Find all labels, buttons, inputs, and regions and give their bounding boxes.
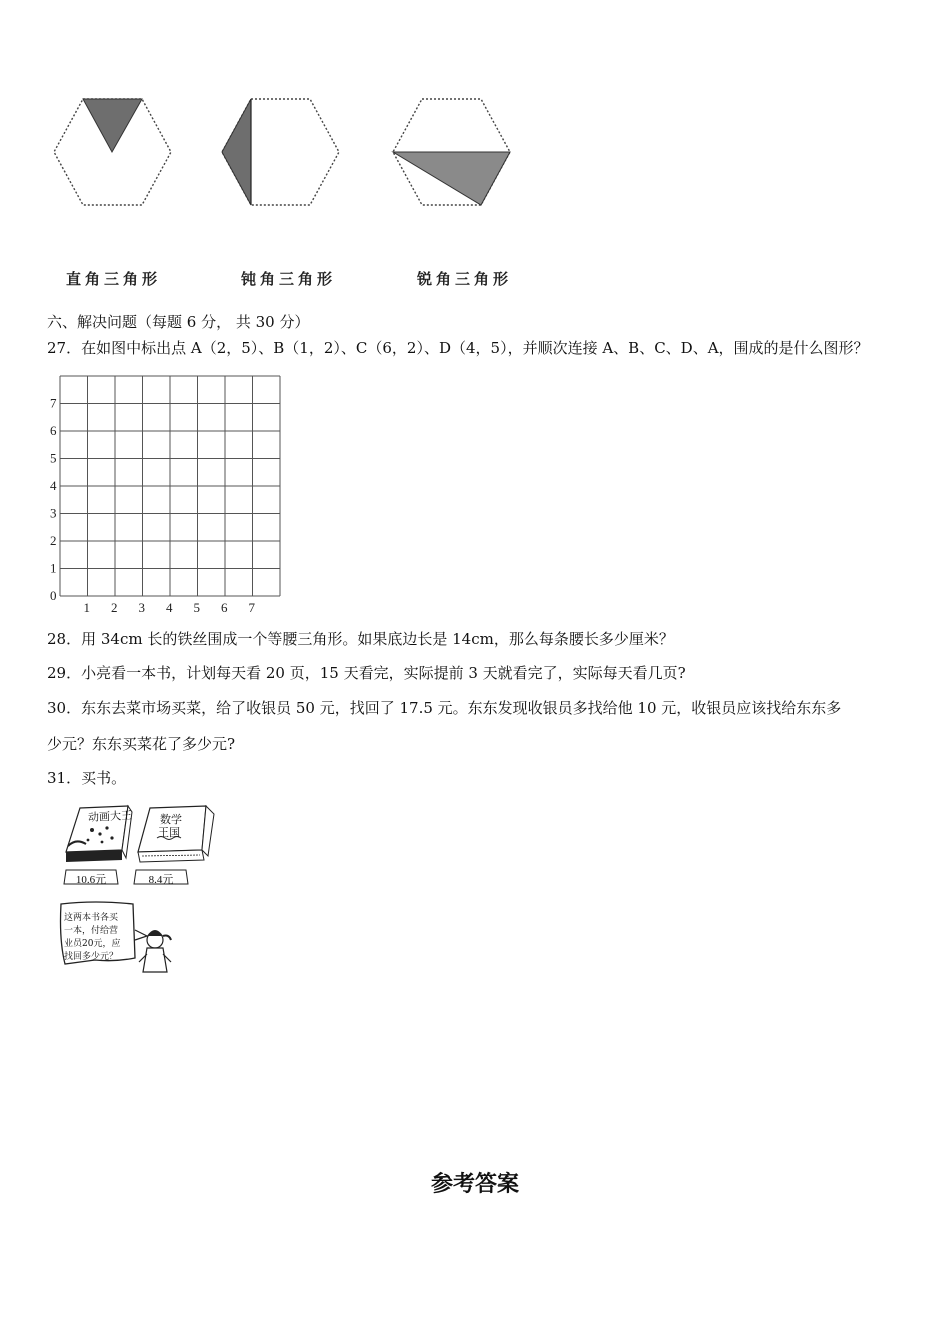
book-2-title-line-2: 王国 bbox=[158, 826, 180, 839]
answer-key-title: 参考答案 bbox=[430, 1172, 519, 1197]
book-1-title: 动画大王 bbox=[87, 808, 133, 825]
bubble-line-2: 一本，付给营 bbox=[64, 926, 119, 936]
x-tick-label: 1 bbox=[83, 600, 90, 615]
x-tick-label: 2 bbox=[111, 600, 118, 615]
book-1-price: 10.6元 bbox=[75, 874, 107, 886]
hexagon-right-triangle-figure bbox=[50, 95, 175, 210]
hex-label-acute: 锐角三角形 bbox=[417, 270, 513, 288]
section-6-heading: 六、解决问题（每题 6 分， 共 30 分） bbox=[47, 313, 310, 331]
hex-label-right: 直角三角形 bbox=[66, 270, 162, 288]
bubble-line-3: 业员20元，应 bbox=[64, 939, 121, 949]
grid-lines bbox=[60, 376, 280, 596]
y-tick-label: 2 bbox=[50, 533, 57, 548]
coordinate-grid bbox=[44, 368, 289, 618]
bubble-line-4: 找回多少元？ bbox=[64, 952, 119, 962]
y-tick-label: 3 bbox=[50, 505, 57, 521]
x-tick-label: 5 bbox=[193, 600, 200, 615]
question-31-text: 31．买书。 bbox=[47, 769, 127, 787]
question-30-line-2: 少元？东东买菜花了多少元? bbox=[47, 735, 236, 753]
book-2-title-line-1: 数学 bbox=[160, 813, 182, 826]
book-2-price: 8.4元 bbox=[148, 874, 174, 886]
question-29-text: 29．小亮看一本书，计划每天看 20 页，15 天看完，实际提前 3 天就看完了，实际每天看几页? bbox=[47, 664, 686, 682]
y-tick-label: 1 bbox=[50, 560, 57, 576]
question-28-text: 28．用 34cm 长的铁丝围成一个等腰三角形。如果底边长是 14cm，那么每条腰长多少厘米？ bbox=[47, 630, 674, 648]
x-tick-label: 3 bbox=[138, 600, 145, 615]
hex-label-obtuse: 钝角三角形 bbox=[241, 270, 337, 288]
bubble-line-1: 这两本书各买 bbox=[64, 913, 119, 923]
question-30-line-1: 30．东东去菜市场买菜，给了收银员 50 元，找回了 17.5 元。东东发现收银员多找给他 10 元，收银员应该找给东东多 bbox=[47, 699, 842, 717]
y-tick-label: 0 bbox=[50, 588, 57, 603]
y-tick-label: 6 bbox=[50, 423, 57, 438]
y-tick-label: 4 bbox=[50, 478, 57, 493]
x-tick-label: 6 bbox=[221, 600, 228, 615]
question-27-text: 27．在如图中标出点 A（2，5）、B（1，2）、C（6，2）、D（4，5），并顺次连接 A、B、C、D、A，围成的是什么图形？ bbox=[47, 339, 869, 357]
hexagon-acute-triangle-figure bbox=[389, 95, 514, 210]
hexagon-obtuse-triangle-figure bbox=[218, 95, 343, 210]
y-tick-label: 5 bbox=[50, 450, 57, 466]
y-tick-label: 7 bbox=[50, 395, 57, 411]
x-tick-label: 7 bbox=[248, 600, 255, 615]
x-tick-label: 4 bbox=[166, 600, 173, 615]
